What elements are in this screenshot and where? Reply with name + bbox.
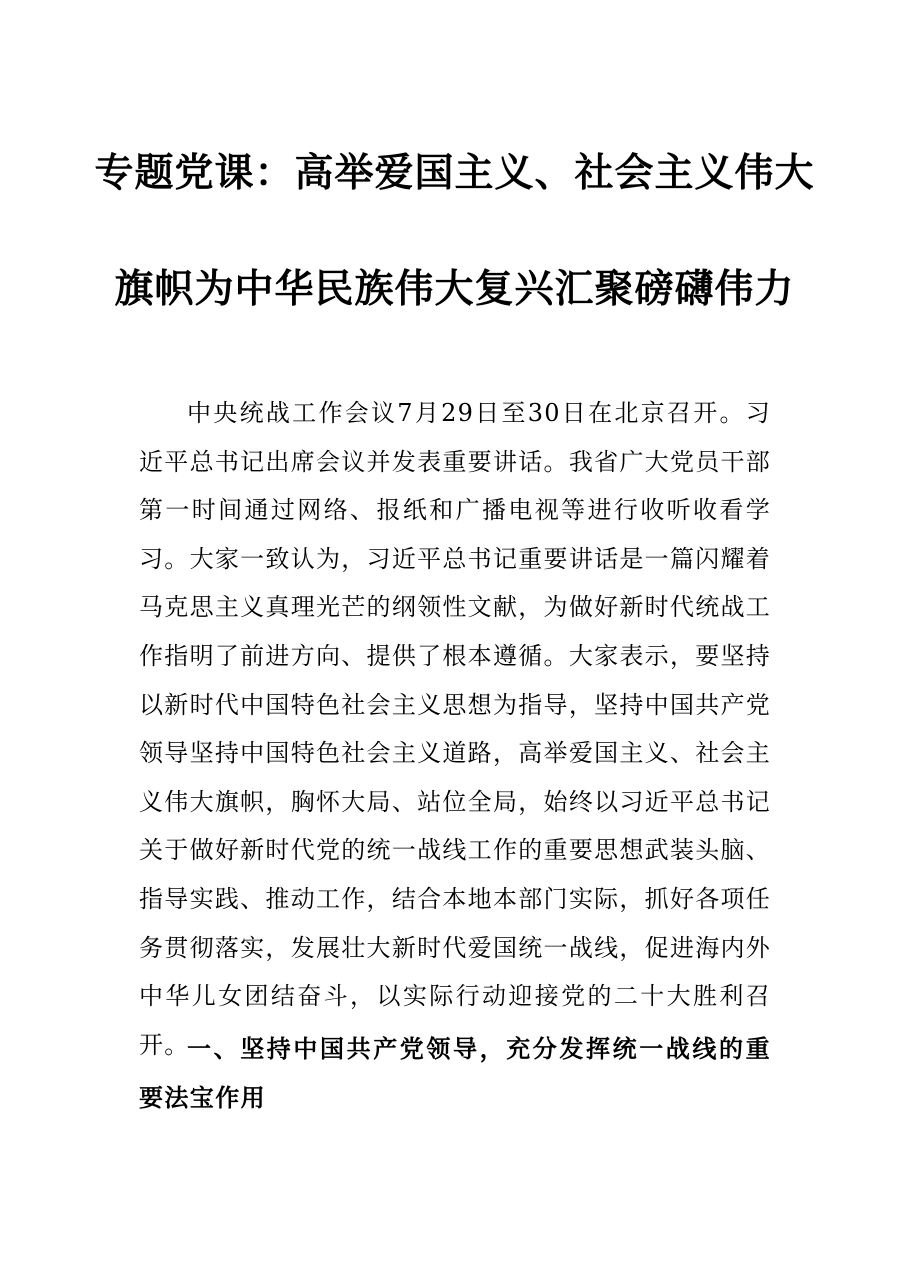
body-paragraph: 中央统战工作会议7月29日至30日在北京召开。习近平总书记出席会议并发表重要讲话。我省广大党员干部第一时间通过网络、报纸和广播电视等进行收听收看学习。大家一致认为，习近平总书记重要讲话是一篇闪耀着马克思主义真理光芒的纲领性文献，为做好新时代统战工作指明了前进方向、提供了根本遵循。大家表示，要坚持以新时代中国特色社会主义思想为指导，坚持中国共产党领导坚持中国特色社会主义道路，高举爱国主义、社会主义伟大旗帜，胸怀大局、站位全局，始终以习近平总书记关于做好新时代党的统一战线工作的重要思想武装头脑、指导实践、推动工作，结合本地本部门实际，抓好各项任务贯彻落实，发展壮大新时代爱国统一战线，促进海内外中华儿女团结奋斗，以实际行动迎接党的二十大胜利召开。 [139,399,771,1059]
document-title-line-2: 旗帜为中华民族伟大复兴汇聚磅礴伟力 [114,266,795,312]
document-title-line-1: 专题党课：高举爱国主义、社会主义伟大 [94,150,815,196]
section-heading: 一、坚持中国共产党领导，充分发挥统一战线的重要法宝作用 [139,1034,771,1112]
